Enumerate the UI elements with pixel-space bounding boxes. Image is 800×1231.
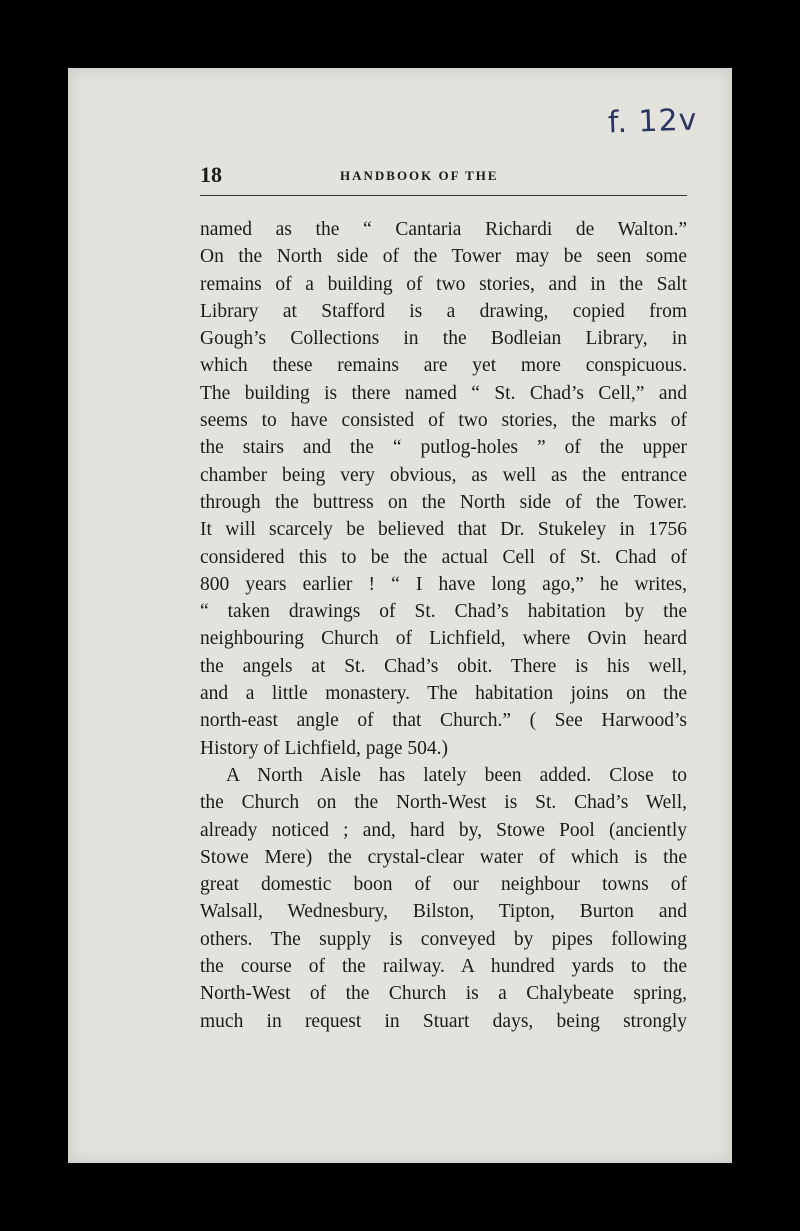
text-line: History of Lichfield, page 504.) [200, 737, 449, 759]
text-line: Stowe Mere) the crystal-clear water of which is the [200, 846, 687, 868]
text-line: and a little monastery. The habitation joins on the [200, 683, 687, 705]
text-line: considered this to be the actual Cell of St. Chad of [200, 546, 687, 568]
text-line: 800 years earlier ! “ I have long ago,” he writes, [200, 573, 687, 595]
text-line: through the buttress on the North side of the Tower. [200, 491, 687, 513]
text-line: neighbouring Church of Lichfield, where Ovin heard [200, 628, 687, 650]
text-line: A North Aisle has lately been added. Close to [226, 764, 687, 786]
text-line: named as the “ Cantaria Richardi de Walton.” [200, 219, 687, 240]
text-line: Library at Stafford is a drawing, copied from [200, 300, 687, 322]
text-line: great domestic boon of our neighbour towns of [200, 874, 687, 896]
page-header [200, 162, 687, 192]
text-line: which these remains are yet more conspicuous. [200, 355, 687, 377]
text-line: the stairs and the “ putlog-holes ” of the upper [200, 437, 687, 459]
running-head: HANDBOOK OF THE [340, 168, 499, 183]
text-line: “ taken drawings of St. Chad’s habitation by the [200, 601, 687, 623]
text-line: the angels at St. Chad’s obit. There is his well, [200, 655, 687, 677]
text-line: The building is there named “ St. Chad’s Cell,” and [200, 382, 687, 404]
text-line: Walsall, Wednesbury, Bilston, Tipton, Burton and [200, 901, 687, 923]
text-line: Gough’s Collections in the Bodleian Library, in [200, 328, 687, 350]
text-line: others. The supply is conveyed by pipes following [200, 928, 687, 950]
text-line: It will scarcely be believed that Dr. Stukeley in 1756 [200, 519, 687, 541]
folio-mark: f. 12v [607, 102, 698, 141]
text-line: North-West of the Church is a Chalybeate spring, [200, 983, 687, 1005]
text-line: remains of a building of two stories, and in the Salt [200, 273, 687, 295]
text-line: north-east angle of that Church.” ( See Harwood’s [200, 710, 687, 732]
text-line: chamber being very obvious, as well as the entrance [200, 464, 687, 486]
text-line: the course of the railway. A hundred yards to the [200, 956, 687, 978]
text-line: much in request in Stuart days, being strongly [200, 1010, 687, 1032]
text-line: the Church on the North-West is St. Chad’s Well, [200, 792, 687, 814]
header-rule [200, 195, 687, 196]
text-line: On the North side of the Tower may be seen some [200, 246, 687, 268]
page-number: 18 [200, 162, 222, 187]
text-line: already noticed ; and, hard by, Stowe Pool (anciently [200, 819, 687, 841]
text-line: seems to have consisted of two stories, the marks of [200, 410, 687, 432]
body-text [200, 216, 687, 1035]
